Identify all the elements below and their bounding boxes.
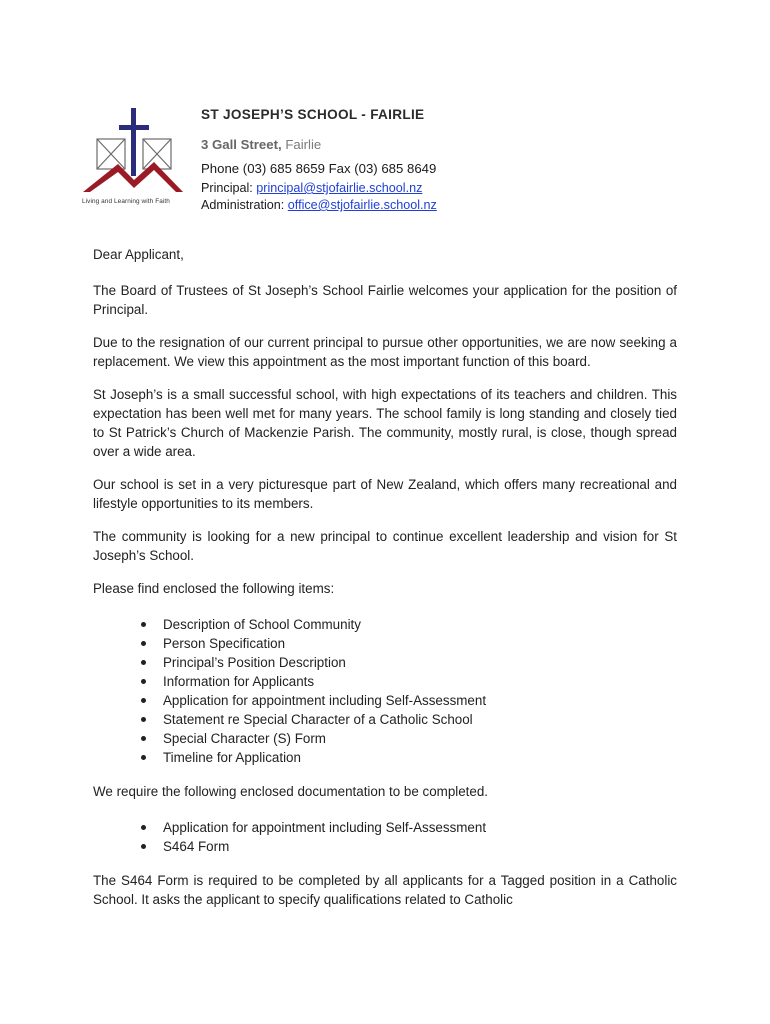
required-items-list (93, 818, 677, 856)
paragraph: The community is looking for a new principal to continue excellent leadership and vision for St Joseph’s School. (93, 529, 677, 563)
list-item: Application for appointment including Self-Assessment (163, 691, 677, 710)
school-name: ST JOSEPH’S SCHOOL - FAIRLIE (201, 107, 425, 122)
list-item: Principal’s Position Description (163, 653, 677, 672)
logo-caption: Living and Learning with Faith (82, 198, 170, 205)
address-town: Fairlie (285, 137, 322, 152)
school-logo (80, 106, 194, 210)
list-item: Timeline for Application (163, 748, 677, 767)
closing-paragraph: The S464 Form is required to be completed by all applicants for a Tagged position in a Catholic School. It asks the applicant to specify qualifications related to Catholic (93, 873, 677, 907)
cross-icon (119, 108, 149, 176)
principal-email-link[interactable]: principal@stjofairlie.school.nz (256, 181, 423, 195)
enclosed-intro: Please find enclosed the following items: (93, 581, 335, 596)
letter-body (93, 245, 677, 923)
required-intro: We require the following enclosed documentation to be completed. (93, 784, 489, 799)
list-item: Person Specification (163, 634, 677, 653)
list-item: Statement re Special Character of a Catholic School (163, 710, 677, 729)
address-street: 3 Gall Street, (201, 137, 282, 152)
list-item: Special Character (S) Form (163, 729, 677, 748)
admin-email-link[interactable]: office@stjofairlie.school.nz (287, 198, 437, 212)
principal-contact (201, 180, 437, 197)
phone-fax-line: Phone (03) 685 8659 Fax (03) 685 8649 (201, 161, 437, 176)
paragraph: St Joseph’s is a small successful school, with high expectations of its teachers and children. This expectation has been well met for many years. The school family is long standing and closely tied to St Patrick’s Church of Mackenzie Parish. The community, mostly rural, is close, though spread over a wide area. (93, 387, 677, 459)
list-item: Description of School Community (163, 615, 677, 634)
admin-label: Administration: (201, 198, 285, 212)
enclosed-items-list (93, 615, 677, 767)
letterhead (201, 107, 437, 214)
paragraph: Our school is set in a very picturesque part of New Zealand, which offers many recreational and lifestyle opportunities to its members. (93, 477, 677, 511)
list-item: Information for Applicants (163, 672, 677, 691)
principal-label: Principal: (201, 181, 253, 195)
paragraph: Due to the resignation of our current principal to pursue other opportunities, we are now seeking a replacement. We view this appointment as the most important function of this board. (93, 335, 677, 369)
admin-contact (201, 197, 437, 214)
salutation: Dear Applicant, (93, 247, 184, 262)
list-item: Application for appointment including Self-Assessment (163, 818, 677, 837)
school-address (201, 137, 437, 152)
paragraph: The Board of Trustees of St Joseph’s School Fairlie welcomes your application for the position of Principal. (93, 283, 677, 317)
list-item: S464 Form (163, 837, 677, 856)
logo-emblem (80, 106, 194, 198)
